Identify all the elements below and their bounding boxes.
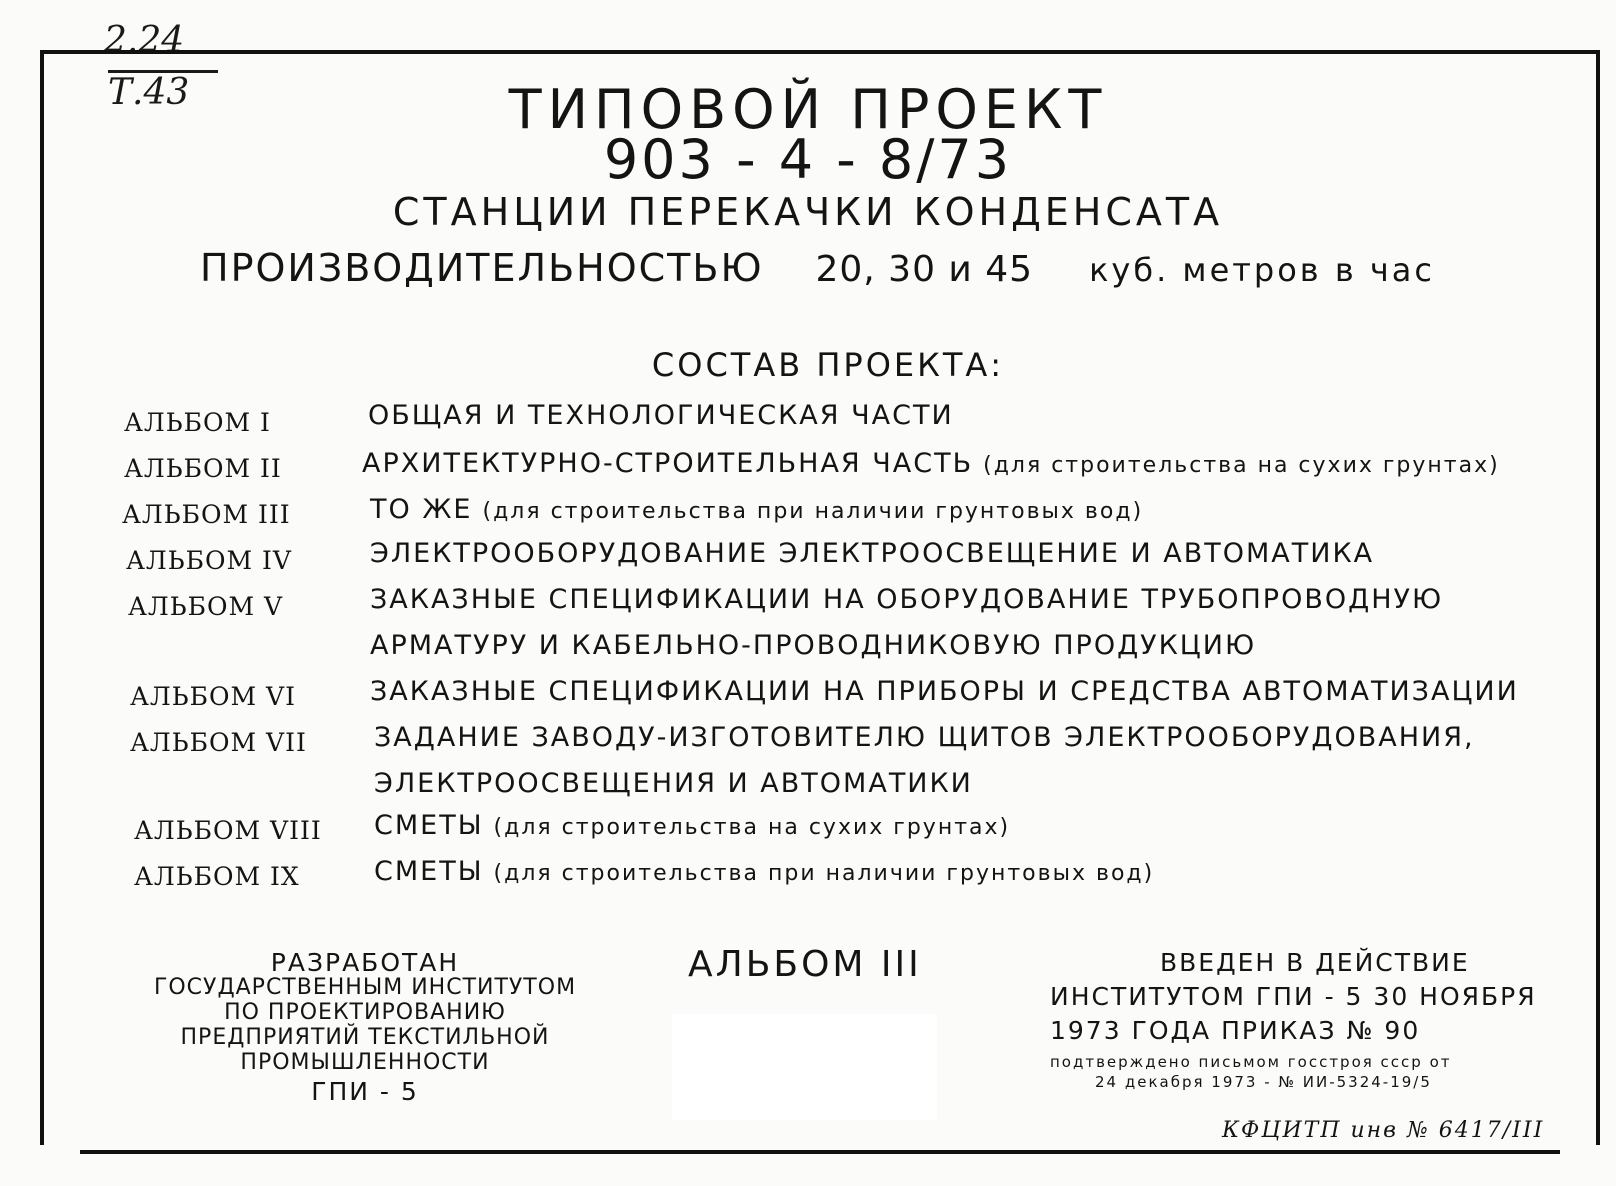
album-label: АЛЬБОМ VII xyxy=(130,728,307,757)
current-album-label: АЛЬБОМ III xyxy=(688,944,922,985)
album-title: ЭЛЕКТРООБОРУДОВАНИЕ ЭЛЕКТРООСВЕЩЕНИЕ И АВТОМАТИКА xyxy=(370,538,1375,569)
album-title: АРХИТЕКТУРНО-СТРОИТЕЛЬНАЯ ЧАСТЬ xyxy=(362,448,974,479)
album-title: СМЕТЫ xyxy=(374,810,484,841)
introduced-line: ИНСТИТУТОМ ГПИ - 5 30 НОЯБРЯ xyxy=(1050,982,1537,1011)
album-description xyxy=(362,448,1500,479)
album-description xyxy=(374,856,1154,887)
blank-label-patch xyxy=(672,1014,937,1120)
capacity-label: ПРОИЗВОДИТЕЛЬНОСТЬЮ xyxy=(200,246,764,290)
developer-block xyxy=(140,950,590,1104)
confirmation-block xyxy=(1050,1052,1452,1092)
developer-line: ПРЕДПРИЯТИЙ ТЕКСТИЛЬНОЙ xyxy=(180,1025,550,1050)
developer-line: ПРОМЫШЛЕННОСТИ xyxy=(240,1050,490,1075)
album-note: (для строительства на сухих грунтах) xyxy=(983,453,1500,478)
handwritten-sheet-number: 2.24 xyxy=(104,20,185,61)
capacity-unit: куб. метров в час xyxy=(1089,251,1435,289)
album-description xyxy=(370,538,1374,569)
album-label: АЛЬБОМ VI xyxy=(130,682,296,711)
introduced-line: 1973 ГОДА ПРИКАЗ № 90 xyxy=(1050,1016,1421,1045)
album-description xyxy=(370,630,1256,661)
album-description xyxy=(374,722,1475,753)
album-title: ТО ЖЕ xyxy=(370,494,473,525)
introduced-block xyxy=(1050,946,1537,1048)
developer-line: ГОСУДАРСТВЕННЫМ ИНСТИТУТОМ xyxy=(153,975,577,1000)
album-description xyxy=(374,810,1010,841)
inventory-stamp: КФЦИТП инв № 6417/III xyxy=(1222,1118,1545,1143)
album-label: АЛЬБОМ I xyxy=(124,408,271,437)
album-title: СМЕТЫ xyxy=(374,856,484,887)
project-number: 903 - 4 - 8/73 xyxy=(603,128,1013,191)
album-title: ЭЛЕКТРООСВЕЩЕНИЯ И АВТОМАТИКИ xyxy=(374,768,973,799)
confirmation-line: подтверждено письмом госстроя ссср от xyxy=(1050,1053,1452,1071)
album-title: АРМАТУРУ И КАБЕЛЬНО-ПРОВОДНИКОВУЮ ПРОДУКЦИЮ xyxy=(370,630,1257,661)
album-description xyxy=(370,676,1519,707)
composition-heading: СОСТАВ ПРОЕКТА: xyxy=(651,346,1005,384)
album-description xyxy=(370,494,1143,525)
album-title: ЗАКАЗНЫЕ СПЕЦИФИКАЦИИ НА ОБОРУДОВАНИЕ ТРУБОПРОВОДНУЮ xyxy=(370,584,1444,615)
album-description xyxy=(370,584,1443,615)
project-capacity xyxy=(200,246,1435,290)
album-label: АЛЬБОМ IX xyxy=(134,862,300,891)
project-subject: СТАНЦИИ ПЕРЕКАЧКИ КОНДЕНСАТА xyxy=(392,190,1224,234)
album-label: АЛЬБОМ IV xyxy=(126,546,292,575)
album-title: ЗАКАЗНЫЕ СПЕЦИФИКАЦИИ НА ПРИБОРЫ И СРЕДСТВА АВТОМАТИЗАЦИИ xyxy=(370,676,1519,707)
project-type-title: ТИПОВОЙ ПРОЕКТ xyxy=(508,78,1108,141)
album-label: АЛЬБОМ VIII xyxy=(134,816,322,845)
album-label: АЛЬБОМ III xyxy=(122,500,291,529)
album-description xyxy=(368,400,954,431)
album-note: (для строительства при наличии грунтовых вод) xyxy=(482,499,1144,524)
confirmation-line: 24 декабря 1973 - № ИИ-5324-19/5 xyxy=(1095,1073,1432,1091)
album-label: АЛЬБОМ V xyxy=(128,592,284,621)
album-label: АЛЬБОМ II xyxy=(124,454,282,483)
album-title: ОБЩАЯ И ТЕХНОЛОГИЧЕСКАЯ ЧАСТИ xyxy=(368,400,954,431)
developer-line: ПО ПРОЕКТИРОВАНИЮ xyxy=(224,1000,506,1025)
introduced-line: ВВЕДЕН В ДЕЙСТВИЕ xyxy=(1160,948,1470,977)
album-note: (для строительства на сухих грунтах) xyxy=(493,815,1011,840)
developer-line: РАЗРАБОТАН xyxy=(270,948,460,977)
album-title: ЗАДАНИЕ ЗАВОДУ-ИЗГОТОВИТЕЛЮ ЩИТОВ ЭЛЕКТРООБОРУДОВАНИЯ, xyxy=(374,722,1475,753)
album-note: (для строительства при наличии грунтовых вод) xyxy=(493,861,1155,886)
handwritten-volume-number: Т.43 xyxy=(108,72,190,113)
album-description xyxy=(374,768,973,799)
developer-line: ГПИ - 5 xyxy=(311,1077,419,1106)
capacity-values: 20, 30 и 45 xyxy=(815,249,1034,290)
title-block-bottom-line xyxy=(80,1150,1560,1154)
